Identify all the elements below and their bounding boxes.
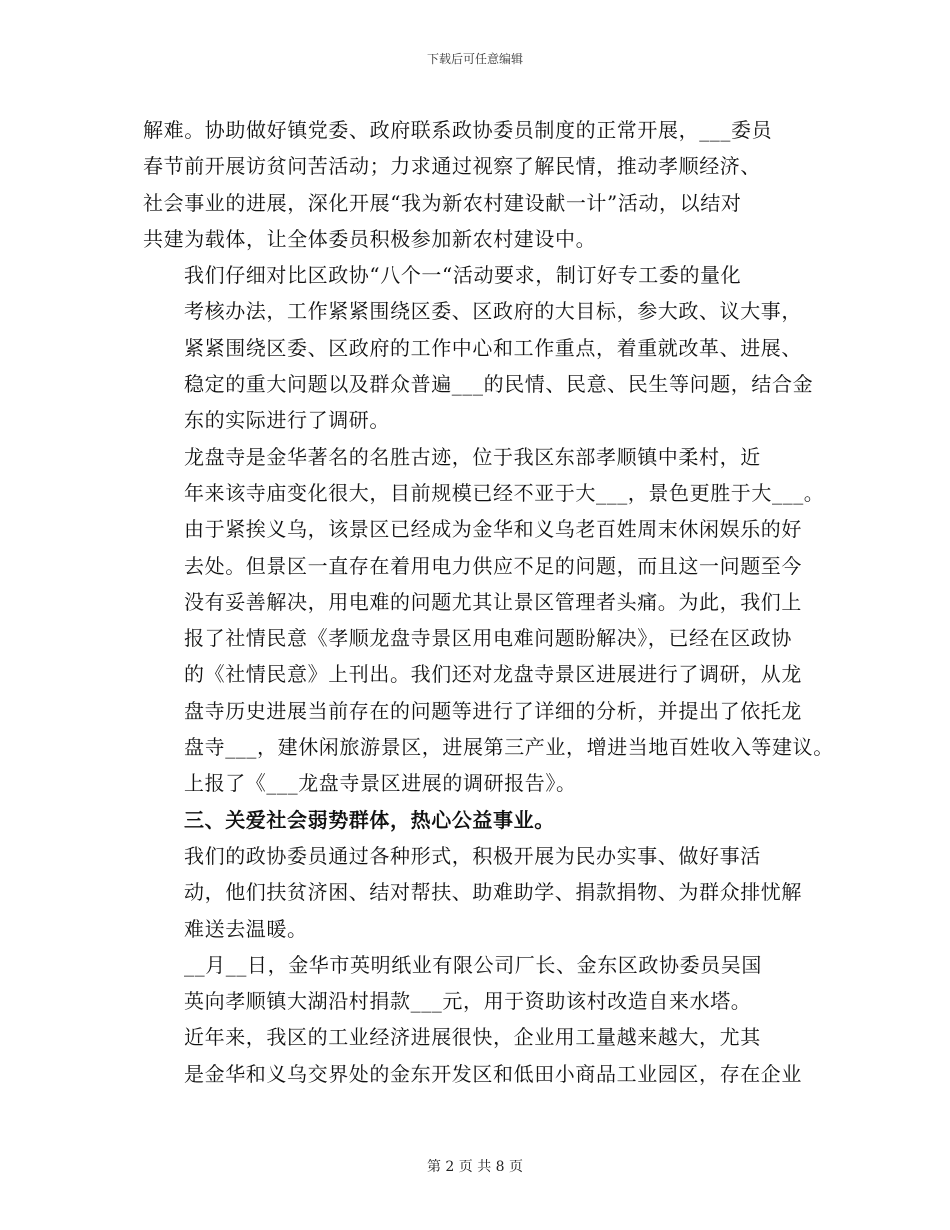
text-line: 去处。但景区一直存在着用电力供应不足的问题，而且这一问题至今 <box>184 553 802 578</box>
text-line: 我们的政协委员通过各种形式，积极开展为民办实事、做好事活 <box>184 843 761 868</box>
text-line: 龙盘寺是金华著名的名胜古迹，位于我区东部孝顺镇中柔村，近 <box>184 444 761 469</box>
text-line: 解难。协助做好镇党委、政府联系政协委员制度的正常开展，___委员 <box>143 118 773 142</box>
text-line: 我们仔细对比区政协“八个一“活动要求，制订好专工委的量化 <box>184 263 742 288</box>
document-body <box>143 112 834 1092</box>
text-line: 盘寺历史进展当前存在的问题等进行了详细的分析，并提出了依托龙 <box>184 698 802 723</box>
text-line: 社会事业的进展，深化开展“我为新农村建设献一计”活动，以结对 <box>143 190 742 215</box>
text-line: 由于紧挨义乌，该景区已经成为金华和义乌老百姓周末休闲娱乐的好 <box>184 517 802 542</box>
text-line: 英向孝顺镇大湖沿村捐款___元，用于资助该村改造自来水塔。 <box>184 989 752 1014</box>
text-line: 动，他们扶贫济困、结对帮扶、助难助学、捐款捐物、为群众排忧解 <box>184 880 802 905</box>
paragraph-industrial-economy <box>143 1019 823 1092</box>
paragraph-survey <box>143 257 823 438</box>
section-heading <box>143 802 823 838</box>
page-header-note: 下载后可任意编辑 <box>426 52 523 66</box>
text-line: 难送去温暖。 <box>184 916 308 941</box>
paragraph-donation <box>143 947 823 1020</box>
paragraph-public-welfare <box>143 838 823 947</box>
text-line: 的《社情民意》上刊出。我们还对龙盘寺景区进展进行了调研，从龙 <box>184 662 802 687</box>
page-number: 第 2 页 共 8 页 <box>426 1159 524 1175</box>
section-heading-text: 三、关爱社会弱势群体，热心公益事业。 <box>184 807 555 832</box>
text-line: __月__日，金华市英明纸业有限公司厂长、金东区政协委员吴国 <box>184 952 762 977</box>
text-line: 是金华和义乌交界处的金东开发区和低田小商品工业园区，存在企业 <box>184 1061 802 1086</box>
text-line: 上报了《___龙盘寺景区进展的调研报告》。 <box>184 771 577 796</box>
text-line: 稳定的重大问题以及群众普遍___的民情、民意、民生等问题，结合金 <box>184 372 814 397</box>
text-line: 春节前开展访贫问苦活动；力求通过视察了解民情，推动孝顺经济、 <box>143 154 761 179</box>
paragraph-longpan-temple <box>143 439 834 802</box>
text-line: 东的实际进行了调研。 <box>184 408 390 433</box>
text-line: 紧紧围绕区委、区政府的工作中心和工作重点，着重就改革、进展、 <box>184 335 802 360</box>
text-line: 共建为载体，让全体委员积极参加新农村建设中。 <box>143 226 597 251</box>
text-line: 近年来，我区的工业经济进展很快，企业用工量越来越大，尤其 <box>184 1025 761 1050</box>
text-line: 年来该寺庙变化很大，目前规模已经不亚于大___，景色更胜于大___。 <box>184 480 825 505</box>
text-line: 没有妥善解决，用电难的问题尤其让景区管理者头痛。为此，我们上 <box>184 589 802 614</box>
text-line: 盘寺___，建休闲旅游景区，进展第三产业，增进当地百姓收入等建议。 <box>184 735 834 760</box>
text-line: 考核办法，工作紧紧围绕区委、区政府的大目标，参大政、议大事， <box>184 299 802 324</box>
paragraph-continuation <box>143 112 823 257</box>
text-line: 报了社情民意《孝顺龙盘寺景区用电难问题盼解决》，已经在区政协 <box>184 626 792 651</box>
